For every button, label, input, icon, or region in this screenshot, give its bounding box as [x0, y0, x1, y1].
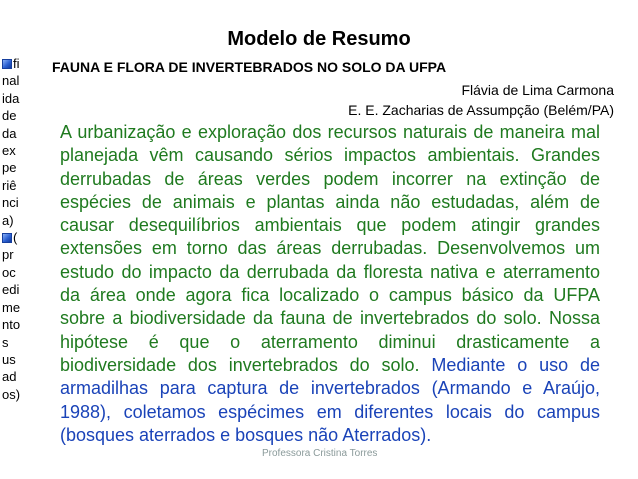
- abstract-body: [60, 121, 600, 447]
- institution-name: E. E. Zacharias de Assumpção (Belém/PA): [348, 102, 614, 118]
- sidebar-line: os): [2, 386, 21, 402]
- sidebar-line: riê: [2, 177, 17, 193]
- sidebar-line: fi: [13, 56, 20, 71]
- sidebar-line: de: [2, 108, 17, 124]
- sidebar-line: me: [2, 299, 21, 315]
- sidebar-line: a): [2, 212, 14, 228]
- sidebar-line: ex: [2, 143, 16, 159]
- abstract-body-intro: A urbanização e exploração dos recursos naturais de maneira mal planejada vêm causando sérios impactos ambientais. Grandes derrubadas de áreas verdes podem incorrer na extinção de espécies de animais e plantas ainda não estudadas, além de causar desequilíbrios ambientais que podem atingir grandes extensões em torno das áreas derrubadas. Desenvolvemos um estudo do impacto da derrubada da floresta nativa e aterramento da área onde agora fica localizado o campus básico da UFPA sobre a biodiversidade da fauna de invertebrados do solo. Nossa hipótese é que o aterramento diminui drasticamente a biodiversidade dos invertebrados do solo.: [60, 122, 600, 375]
- sidebar-line: pe: [2, 160, 17, 176]
- sidebar-line: s: [2, 334, 9, 350]
- sidebar-line: ida: [2, 90, 20, 106]
- sidebar-line: (: [13, 230, 18, 246]
- abstract-heading: FAUNA E FLORA DE INVERTEBRADOS NO SOLO DA UFPA: [52, 59, 447, 75]
- footer-watermark: Professora Cristina Torres: [262, 448, 378, 459]
- page-title: Modelo de Resumo: [227, 28, 411, 50]
- sidebar-line: nto: [2, 317, 21, 333]
- square-bullet-icon: [2, 233, 12, 243]
- sidebar-line: da: [2, 125, 17, 141]
- abstract-body-method: Mediante o uso de armadilhas para captura de invertebrados (Armando e Araújo, 1988), coletamos espécimes em diferentes locais do campus (bosques aterrados e bosques não Aterrados).: [60, 354, 600, 445]
- sidebar-line: us: [2, 351, 16, 367]
- sidebar-line: edi: [2, 282, 20, 298]
- sidebar-line: oc: [2, 264, 16, 280]
- square-bullet-icon: [2, 59, 12, 69]
- sidebar-notes: [2, 55, 38, 403]
- sidebar-item-procedimentos: [2, 229, 38, 403]
- sidebar-line: nci: [2, 195, 19, 211]
- author-name: Flávia de Lima Carmona: [461, 82, 614, 98]
- sidebar-line: nal: [2, 73, 20, 89]
- sidebar-item-finalidade: [2, 55, 38, 229]
- sidebar-line: pr: [2, 247, 14, 263]
- sidebar-line: ad: [2, 369, 17, 385]
